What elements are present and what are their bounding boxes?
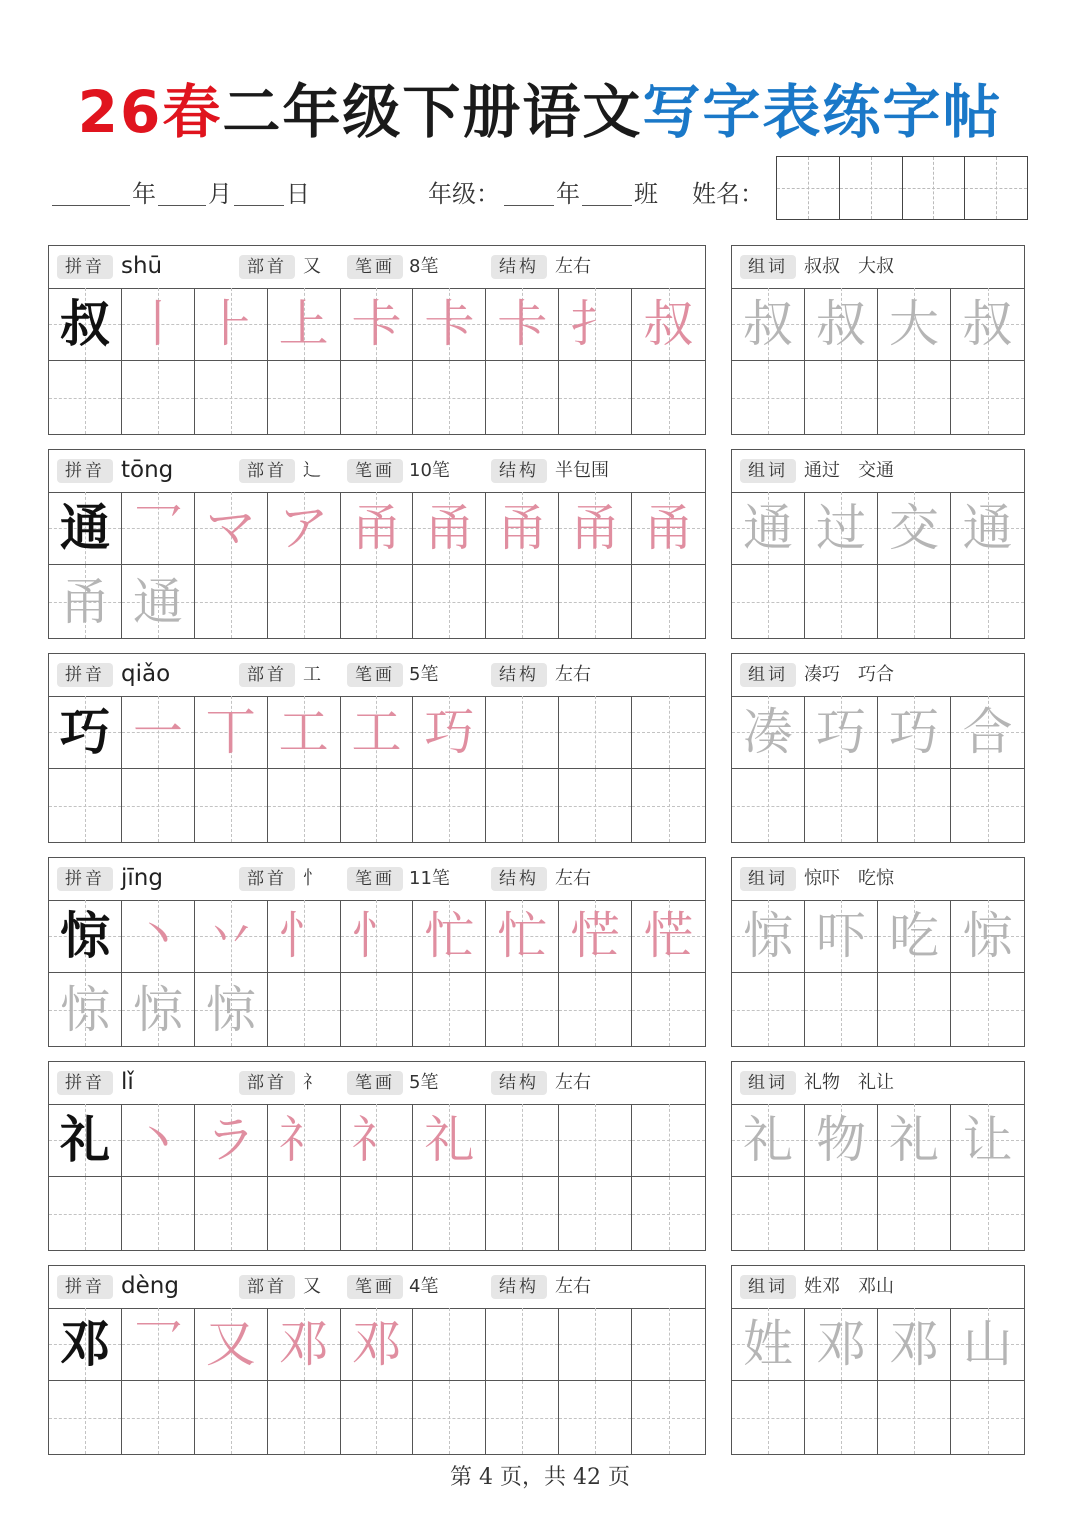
words-value: 凑巧 巧合 (804, 664, 894, 685)
word-header (732, 858, 1024, 901)
char-block-5 (48, 1265, 1026, 1455)
stroke-step-cell: ア (268, 492, 341, 565)
pinyin-value: qiǎo (121, 661, 171, 687)
name-label: 姓名： (692, 180, 764, 208)
strokes-value: 5笔 (409, 1072, 439, 1093)
practice-cell[interactable] (486, 973, 559, 1046)
practice-cell[interactable] (413, 973, 486, 1046)
word-trace-cell: 大 (878, 288, 951, 361)
word-practice-cell[interactable] (732, 1177, 805, 1250)
stroke-step-cell: 卡 (486, 288, 559, 361)
stroke-step-cell: 乛 (122, 492, 195, 565)
model-char: 通 (49, 492, 122, 565)
word-practice-cell[interactable] (805, 1177, 878, 1250)
word-practice-cell[interactable] (805, 1381, 878, 1454)
structure-value: 左右 (555, 256, 591, 277)
radical-label: 部首 (239, 255, 295, 279)
word-practice-cell[interactable] (805, 769, 878, 842)
word-trace-cell: 礼 (878, 1104, 951, 1177)
word-practice-cell[interactable] (732, 1381, 805, 1454)
pinyin-label: 拼音 (57, 1275, 113, 1299)
stroke-step-cell: 工 (268, 696, 341, 769)
stroke-step-cell: 礻 (268, 1104, 341, 1177)
stroke-step-cell: 工 (341, 696, 414, 769)
word-panel (731, 653, 1025, 843)
pinyin-label: 拼音 (57, 255, 113, 279)
stroke-step-cell[interactable] (486, 696, 559, 769)
word-trace-cell: 吃 (878, 900, 951, 973)
radical-value: 礻 (303, 1072, 321, 1093)
char-grid (49, 696, 705, 842)
practice-cell[interactable] (413, 1381, 486, 1454)
practice-cell[interactable] (413, 1177, 486, 1250)
stroke-step-cell: 上 (268, 288, 341, 361)
word-practice-cell[interactable] (951, 565, 1024, 638)
char-info-header (49, 654, 705, 697)
title-part2: 二年级下册语文 (222, 78, 643, 146)
pinyin-value: tōng (121, 457, 174, 483)
model-char: 邓 (49, 1308, 122, 1381)
strokes-label: 笔画 (347, 1275, 403, 1299)
word-grid (732, 1104, 1024, 1250)
word-practice-cell[interactable] (878, 361, 951, 434)
char-info-header (49, 1266, 705, 1309)
stroke-step-cell[interactable] (632, 696, 705, 769)
word-practice-cell[interactable] (951, 361, 1024, 434)
stroke-step-cell: 丶 (122, 900, 195, 973)
practice-cell[interactable] (413, 565, 486, 638)
radical-label: 部首 (239, 459, 295, 483)
strokes-value: 8笔 (409, 256, 439, 277)
word-trace-cell: 邓 (878, 1308, 951, 1381)
practice-cell[interactable] (486, 769, 559, 842)
stroke-step-cell: 巧 (413, 696, 486, 769)
practice-cell[interactable] (632, 565, 705, 638)
practice-cell[interactable] (559, 973, 632, 1046)
char-practice-panel (48, 1265, 706, 1455)
char-info-header (49, 1062, 705, 1105)
char-block-4 (48, 1061, 1026, 1251)
info-line (52, 176, 792, 212)
stroke-step-cell: マ (195, 492, 268, 565)
strokes-label: 笔画 (347, 255, 403, 279)
structure-label: 结构 (491, 1275, 547, 1299)
word-panel (731, 857, 1025, 1047)
practice-cell[interactable] (268, 565, 341, 638)
stroke-step-cell: 忄 (268, 900, 341, 973)
stroke-step-cell: 丷 (195, 900, 268, 973)
name-box[interactable] (903, 157, 966, 219)
practice-cell[interactable] (49, 1381, 122, 1454)
char-practice-panel (48, 857, 706, 1047)
word-grid (732, 1308, 1024, 1454)
char-grid (49, 492, 705, 638)
practice-cell[interactable] (632, 1177, 705, 1250)
stroke-step-cell: 忙 (486, 900, 559, 973)
words-label: 组词 (740, 1071, 796, 1095)
word-header (732, 246, 1024, 289)
practice-cell[interactable] (341, 1381, 414, 1454)
char-block-0 (48, 245, 1026, 435)
practice-cell[interactable]: 惊 (122, 973, 195, 1046)
word-header (732, 1062, 1024, 1105)
name-box[interactable] (777, 157, 840, 219)
word-grid (732, 288, 1024, 434)
practice-cell[interactable] (632, 973, 705, 1046)
stroke-step-cell: 又 (195, 1308, 268, 1381)
char-block-2 (48, 653, 1026, 843)
radical-value: 又 (303, 1276, 321, 1297)
stroke-step-cell: 礻 (341, 1104, 414, 1177)
page-footer: 第 4 页，共 42 页 (450, 1465, 630, 1490)
word-practice-cell[interactable] (951, 1381, 1024, 1454)
practice-cell[interactable] (195, 565, 268, 638)
word-trace-cell: 叔 (951, 288, 1024, 361)
stroke-step-cell: 忄 (341, 900, 414, 973)
char-info-header (49, 246, 705, 289)
model-char: 叔 (49, 288, 122, 361)
word-trace-cell: 凑 (732, 696, 805, 769)
practice-cell[interactable] (122, 361, 195, 434)
structure-label: 结构 (491, 663, 547, 687)
stroke-step-cell: 邓 (341, 1308, 414, 1381)
practice-cell[interactable] (486, 1381, 559, 1454)
char-grid (49, 288, 705, 434)
pinyin-label: 拼音 (57, 867, 113, 891)
structure-value: 左右 (555, 664, 591, 685)
year-label: 年 (132, 180, 156, 208)
words-label: 组词 (740, 459, 796, 483)
practice-cell[interactable] (341, 769, 414, 842)
page-title (0, 72, 1080, 152)
pinyin-label: 拼音 (57, 459, 113, 483)
radical-label: 部首 (239, 1071, 295, 1095)
practice-cell[interactable] (413, 769, 486, 842)
name-box[interactable] (965, 157, 1027, 219)
practice-cell[interactable] (559, 1381, 632, 1454)
stroke-step-cell[interactable] (559, 696, 632, 769)
stroke-step-cell: 甬 (341, 492, 414, 565)
words-label: 组词 (740, 1275, 796, 1299)
grade-year-label: 年 (556, 180, 580, 208)
month-blank[interactable] (158, 205, 206, 206)
practice-cell[interactable]: 甬 (49, 565, 122, 638)
structure-value: 左右 (555, 1276, 591, 1297)
word-practice-cell[interactable] (878, 973, 951, 1046)
grade-year-blank[interactable] (504, 205, 554, 206)
words-label: 组词 (740, 867, 796, 891)
char-block-1 (48, 449, 1026, 639)
practice-cell[interactable] (632, 361, 705, 434)
radical-value: 辶 (303, 460, 321, 481)
stroke-step-cell: 叔 (632, 288, 705, 361)
words-value: 惊吓 吃惊 (804, 868, 894, 889)
pinyin-label: 拼音 (57, 1071, 113, 1095)
practice-cell[interactable] (559, 565, 632, 638)
word-trace-cell: 过 (805, 492, 878, 565)
word-practice-cell[interactable] (805, 565, 878, 638)
practice-cell[interactable] (486, 565, 559, 638)
grade-class-label: 班 (634, 180, 658, 208)
word-panel (731, 1265, 1025, 1455)
pinyin-value: lǐ (121, 1069, 134, 1095)
char-practice-panel (48, 1061, 706, 1251)
strokes-value: 5笔 (409, 664, 439, 685)
structure-label: 结构 (491, 1071, 547, 1095)
words-label: 组词 (740, 663, 796, 687)
practice-cell[interactable] (122, 1381, 195, 1454)
stroke-step-cell: 乛 (122, 1308, 195, 1381)
char-practice-panel (48, 653, 706, 843)
word-practice-cell[interactable] (732, 769, 805, 842)
practice-cell[interactable] (632, 1381, 705, 1454)
char-grid (49, 1308, 705, 1454)
practice-cell[interactable] (632, 769, 705, 842)
practice-cell[interactable] (195, 361, 268, 434)
word-practice-cell[interactable] (951, 1177, 1024, 1250)
stroke-step-cell: 恾 (559, 900, 632, 973)
structure-value: 左右 (555, 1072, 591, 1093)
stroke-step-cell: 甬 (486, 492, 559, 565)
stroke-step-cell: 丅 (195, 696, 268, 769)
structure-label: 结构 (491, 867, 547, 891)
stroke-step-cell: 卡 (341, 288, 414, 361)
word-trace-cell: 物 (805, 1104, 878, 1177)
name-box[interactable] (840, 157, 903, 219)
word-trace-cell: 通 (732, 492, 805, 565)
stroke-step-cell: 甬 (413, 492, 486, 565)
word-practice-cell[interactable] (732, 973, 805, 1046)
words-value: 礼物 礼让 (804, 1072, 894, 1093)
word-grid (732, 492, 1024, 638)
words-value: 通过 交通 (804, 460, 894, 481)
char-grid (49, 900, 705, 1046)
practice-cell[interactable]: 惊 (195, 973, 268, 1046)
word-trace-cell: 让 (951, 1104, 1024, 1177)
radical-label: 部首 (239, 663, 295, 687)
word-trace-cell: 巧 (878, 696, 951, 769)
pinyin-label: 拼音 (57, 663, 113, 687)
practice-cell[interactable] (268, 769, 341, 842)
stroke-step-cell[interactable] (559, 1308, 632, 1381)
stroke-step-cell: ⺊ (195, 288, 268, 361)
strokes-label: 笔画 (347, 1071, 403, 1095)
word-trace-cell: 吓 (805, 900, 878, 973)
words-label: 组词 (740, 255, 796, 279)
word-header (732, 1266, 1024, 1309)
stroke-step-cell: 甬 (559, 492, 632, 565)
stroke-step-cell: 卡 (413, 288, 486, 361)
word-grid (732, 900, 1024, 1046)
practice-cell[interactable] (486, 1177, 559, 1250)
practice-cell[interactable] (268, 973, 341, 1046)
radical-value: 又 (303, 256, 321, 277)
word-trace-cell: 惊 (951, 900, 1024, 973)
word-trace-cell: 惊 (732, 900, 805, 973)
word-trace-cell: 姓 (732, 1308, 805, 1381)
strokes-value: 10笔 (409, 460, 450, 481)
stroke-step-cell: 扌 (559, 288, 632, 361)
structure-label: 结构 (491, 255, 547, 279)
grade-class-blank[interactable] (582, 205, 632, 206)
practice-cell[interactable] (122, 1177, 195, 1250)
practice-cell[interactable] (341, 1177, 414, 1250)
practice-cell[interactable]: 惊 (49, 973, 122, 1046)
word-grid (732, 696, 1024, 842)
char-info-header (49, 450, 705, 493)
stroke-step-cell[interactable] (632, 1308, 705, 1381)
word-practice-cell[interactable] (878, 1381, 951, 1454)
word-trace-cell: 通 (951, 492, 1024, 565)
char-practice-panel (48, 245, 706, 435)
year-blank[interactable] (52, 205, 130, 206)
word-practice-cell[interactable] (878, 1177, 951, 1250)
practice-cell[interactable] (559, 769, 632, 842)
word-practice-cell[interactable] (878, 565, 951, 638)
practice-cell[interactable] (268, 361, 341, 434)
word-trace-cell: 叔 (732, 288, 805, 361)
word-trace-cell: 合 (951, 696, 1024, 769)
pinyin-value: dèng (121, 1273, 179, 1299)
practice-cell[interactable] (341, 361, 414, 434)
stroke-step-cell: 恾 (632, 900, 705, 973)
practice-cell[interactable] (49, 361, 122, 434)
practice-cell[interactable] (195, 1177, 268, 1250)
day-blank[interactable] (234, 205, 284, 206)
strokes-value: 4笔 (409, 1276, 439, 1297)
word-practice-cell[interactable] (878, 769, 951, 842)
stroke-step-cell[interactable] (632, 1104, 705, 1177)
structure-value: 半包围 (555, 460, 609, 481)
pinyin-value: shū (121, 253, 163, 279)
day-label: 日 (286, 180, 310, 208)
month-label: 月 (208, 180, 232, 208)
word-trace-cell: 叔 (805, 288, 878, 361)
practice-cell[interactable] (559, 361, 632, 434)
practice-cell[interactable] (341, 565, 414, 638)
stroke-step-cell[interactable] (413, 1308, 486, 1381)
model-char: 礼 (49, 1104, 122, 1177)
stroke-step-cell[interactable] (559, 1104, 632, 1177)
words-value: 叔叔 大叔 (804, 256, 894, 277)
practice-cell[interactable] (268, 1177, 341, 1250)
practice-cell[interactable] (49, 1177, 122, 1250)
word-panel (731, 449, 1025, 639)
radical-value: 工 (303, 664, 321, 685)
stroke-step-cell: 丨 (122, 288, 195, 361)
strokes-label: 笔画 (347, 459, 403, 483)
name-boxes[interactable] (776, 156, 1028, 220)
word-header (732, 450, 1024, 493)
radical-label: 部首 (239, 1275, 295, 1299)
stroke-step-cell: 丶 (122, 1104, 195, 1177)
word-trace-cell: 礼 (732, 1104, 805, 1177)
word-practice-cell[interactable] (951, 973, 1024, 1046)
practice-cell[interactable] (49, 769, 122, 842)
practice-cell[interactable]: 通 (122, 565, 195, 638)
title-part1: 26春 (77, 78, 223, 146)
radical-label: 部首 (239, 867, 295, 891)
radical-value: 忄 (303, 868, 321, 889)
stroke-step-cell: ラ (195, 1104, 268, 1177)
strokes-label: 笔画 (347, 663, 403, 687)
model-char: 巧 (49, 696, 122, 769)
strokes-label: 笔画 (347, 867, 403, 891)
word-header (732, 654, 1024, 697)
word-panel (731, 245, 1025, 435)
char-grid (49, 1104, 705, 1250)
strokes-value: 11笔 (409, 868, 450, 889)
practice-cell[interactable] (486, 361, 559, 434)
practice-cell[interactable] (195, 1381, 268, 1454)
word-trace-cell: 山 (951, 1308, 1024, 1381)
char-practice-panel (48, 449, 706, 639)
word-practice-cell[interactable] (805, 361, 878, 434)
word-practice-cell[interactable] (732, 361, 805, 434)
stroke-step-cell[interactable] (486, 1104, 559, 1177)
practice-cell[interactable] (122, 769, 195, 842)
word-trace-cell: 巧 (805, 696, 878, 769)
word-practice-cell[interactable] (805, 973, 878, 1046)
title-part3: 写字表练字帖 (642, 78, 1003, 146)
word-trace-cell: 邓 (805, 1308, 878, 1381)
word-panel (731, 1061, 1025, 1251)
grade-label: 年级： (428, 180, 500, 208)
word-practice-cell[interactable] (732, 565, 805, 638)
stroke-step-cell: 邓 (268, 1308, 341, 1381)
model-char: 惊 (49, 900, 122, 973)
stroke-step-cell: 甬 (632, 492, 705, 565)
practice-cell[interactable] (195, 769, 268, 842)
stroke-step-cell: 忙 (413, 900, 486, 973)
stroke-step-cell: 礼 (413, 1104, 486, 1177)
pinyin-value: jīng (121, 865, 163, 891)
practice-cell[interactable] (559, 1177, 632, 1250)
practice-cell[interactable] (341, 973, 414, 1046)
char-info-header (49, 858, 705, 901)
structure-label: 结构 (491, 459, 547, 483)
stroke-step-cell: 一 (122, 696, 195, 769)
word-trace-cell: 交 (878, 492, 951, 565)
words-value: 姓邓 邓山 (804, 1276, 894, 1297)
char-block-3 (48, 857, 1026, 1047)
practice-cell[interactable] (268, 1381, 341, 1454)
stroke-step-cell[interactable] (486, 1308, 559, 1381)
structure-value: 左右 (555, 868, 591, 889)
practice-cell[interactable] (413, 361, 486, 434)
word-practice-cell[interactable] (951, 769, 1024, 842)
